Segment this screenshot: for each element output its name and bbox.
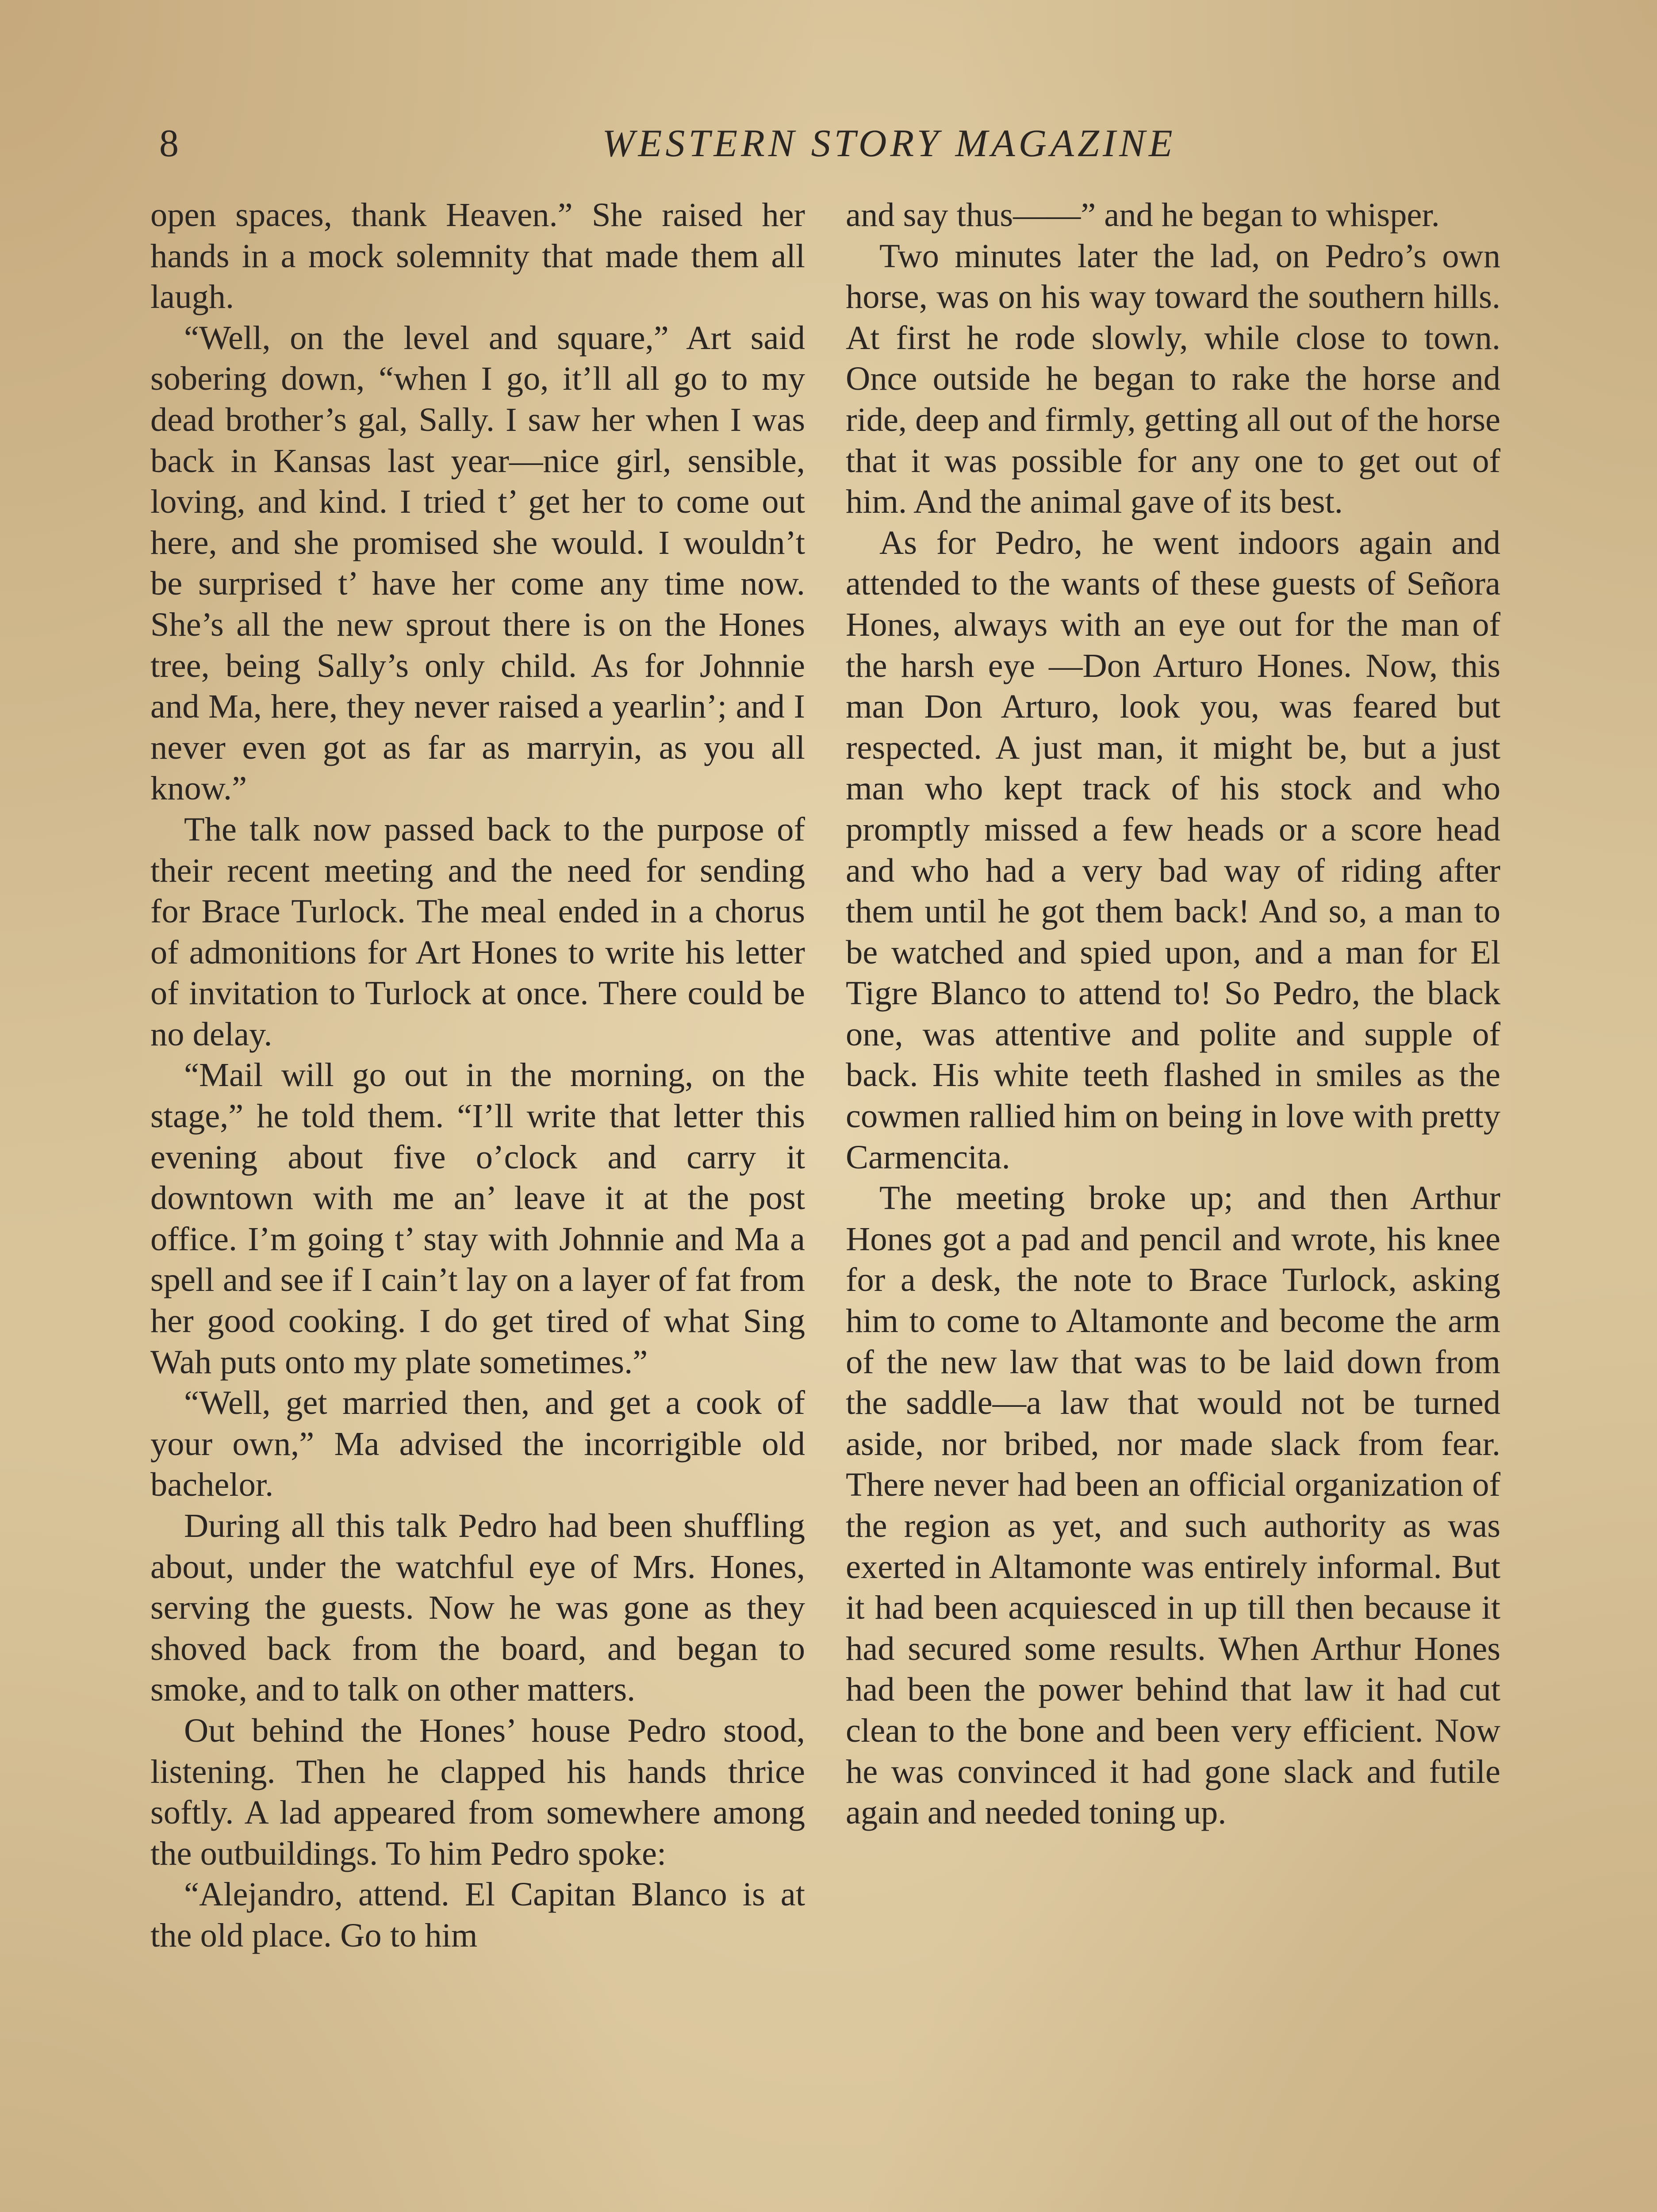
paragraph: During all this talk Pedro had been shuffling about, under the watchful eye of Mrs. Hones, serving the guests. Now he was gone as they shoved back from the board, and began to smoke, and to talk on other matters. <box>150 1507 805 1709</box>
page-number: 8 <box>159 122 180 165</box>
paragraph: As for Pedro, he went indoors again and attended to the wants of these guests of Señora Hones, always with an eye out for the man of the harsh eye —Don Arturo Hones. Now, this man Don Arturo, look you, was feared but respected. A just man, it might be, but a just man who kept track of his stock and who promptly missed a few heads or a score head and who had a very bad way of riding after them until he got them back! And so, a man to be watched and spied upon, and a man for El Tigre Blanco to attend to! So Pedro, the black one, was attentive and polite and supple of back. His white teeth flashed in smiles as the cowmen rallied him on being in love with pretty Carmencita. <box>846 523 1500 1176</box>
paragraph: “Well, get married then, and get a cook of your own,” Ma advised the incorrigible old bachelor. <box>150 1384 805 1504</box>
paragraph: The meeting broke up; and then Arthur Hones got a pad and pencil and wrote, his knee for a desk, the note to Brace Turlock, asking him to come to Altamonte and become the arm of the new law that was to be laid down from the saddle—a law that would not be turned aside, nor bribed, nor made slack from fear. There never had been an official organization of the region as yet, and such authority as was exerted in Altamonte was entirely informal. But it had been acquiesced in up till then because it had secured some results. When Arthur Hones had been the power behind that law it had cut clean to the bone and been very efficient. Now he was convinced it had gone slack and futile again and needed toning up. <box>846 1179 1500 1832</box>
left-column <box>150 195 805 1956</box>
paragraph: open spaces, thank Heaven.” She raised her hands in a mock solemnity that made them all laugh. <box>150 196 805 316</box>
paragraph: “Mail will go out in the morning, on the stage,” he told them. “I’ll write that letter this evening about five o’clock and carry it downtown with me an’ leave it at the post office. I’m going t’ stay with Johnnie and Ma a spell and see if I cain’t lay on a layer of fat from her good cooking. I do get tired of what Sing Wah puts onto my plate sometimes.” <box>150 1056 805 1381</box>
paragraph: and say thus——” and he began to whisper. <box>846 196 1440 234</box>
page-header <box>159 111 1504 177</box>
magazine-title: WESTERN STORY MAGAZINE <box>602 122 1176 165</box>
paragraph: The talk now passed back to the purpose of their recent meeting and the need for sending for Brace Turlock. The meal ended in a chorus of admonitions for Art Hones to write his letter of invitation to Turlock at once. There could be no delay. <box>150 810 805 1053</box>
paragraph: Out behind the Hones’ house Pedro stood, listening. Then he clapped his hands thrice softly. A lad appeared from somewhere among the outbuildings. To him Pedro spoke: <box>150 1711 805 1872</box>
paragraph: “Well, on the level and square,” Art said sobering down, “when I go, it’ll all go to my dead brother’s gal, Sally. I saw her when I was back in Kansas last year—nice girl, sensible, loving, and kind. I tried t’ get her to come out here, and she promised she would. I wouldn’t be surprised t’ have her come any time now. She’s all the new sprout there is on the Hones tree, being Sally’s only child. As for Johnnie and Ma, here, they never raised a yearlin’; and I never even got as far as marryin, as you all know.” <box>150 319 805 807</box>
right-column <box>846 195 1500 1833</box>
paragraph: Two minutes later the lad, on Pedro’s own horse, was on his way toward the southern hills. At first he rode slowly, while close to town. Once outside he began to rake the horse and ride, deep and firmly, getting all out of the horse that it was possible for any one to get out of him. And the animal gave of its best. <box>846 237 1500 521</box>
paragraph: “Alejandro, attend. El Capitan Blanco is at the old place. Go to him <box>150 1875 805 1954</box>
